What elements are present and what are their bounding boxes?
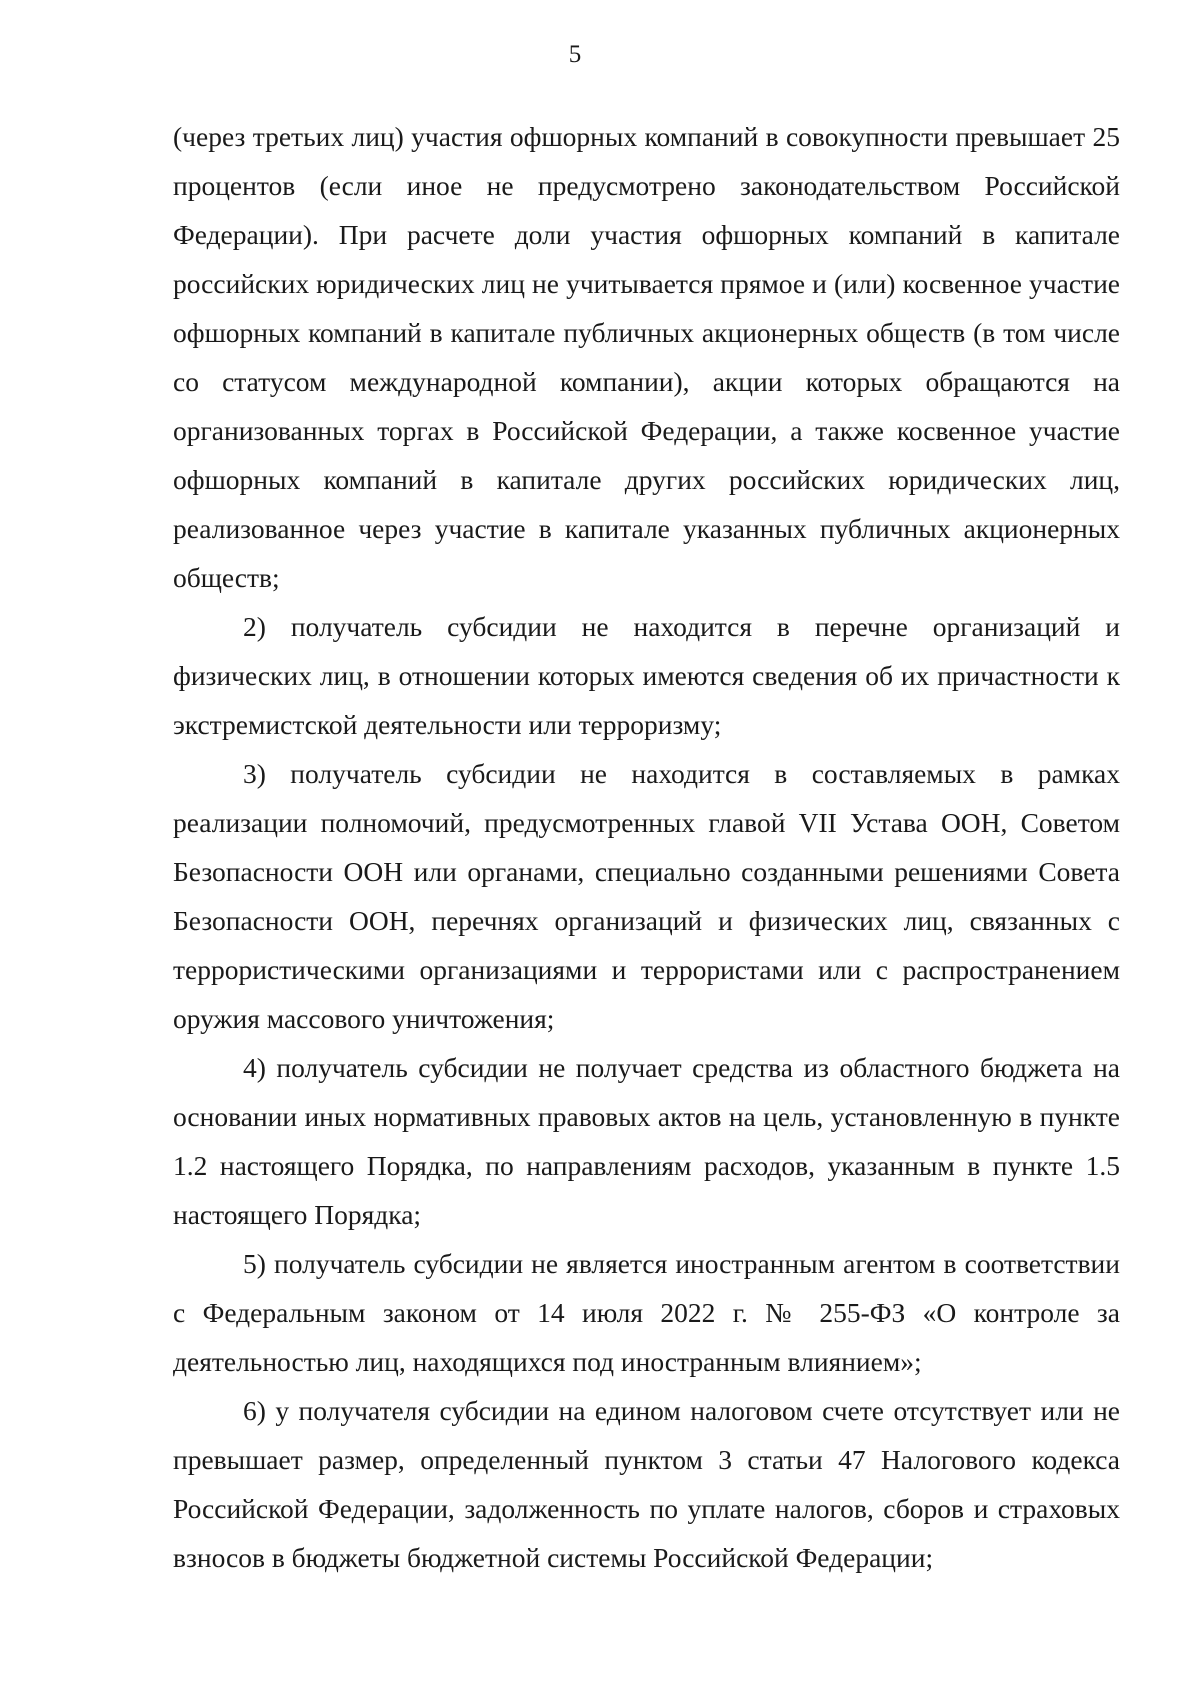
paragraph-item-6: 6) у получателя субсидии на едином налоговом счете отсутствует или не превышает размер, определенный пунктом 3 статьи 47 Налогового кодекса Российской Федерации, задолженность по уплате налогов, сборов и страховых взносов в бюджеты бюджетной системы Российской Федерации; (173, 1395, 1120, 1573)
page-number: 5 (568, 41, 582, 68)
paragraph-continuation: (через третьих лиц) участия офшорных компаний в совокупности превышает 25 процентов (если иное не предусмотрено законодательством Российской Федерации). При расчете доли участия офшорных компаний в капитале российских юридических лиц не учитывается прямое и (или) косвенное участие офшорных компаний в капитале публичных акционерных обществ (в том числе со статусом международной компании), акции которых обращаются на организованных торгах в Российской Федерации, а также косвенное участие офшорных компаний в капитале других российских юридических лиц, реализованное через участие в капитале указанных публичных акционерных обществ; (173, 121, 1120, 593)
document-body (173, 112, 1120, 1582)
paragraph-item-4: 4) получатель субсидии не получает средства из областного бюджета на основании иных нормативных правовых актов на цель, установленную в пункте 1.2 настоящего Порядка, по направлениям расходов, указанным в пункте 1.5 настоящего Порядка; (173, 1052, 1120, 1230)
paragraph-item-3: 3) получатель субсидии не находится в составляемых в рамках реализации полномочий, предусмотренных главой VII Устава ООН, Советом Безопасности ООН или органами, специально созданными решениями Совета Безопасности ООН, перечнях организаций и физических лиц, связанных с террористическими организациями и террористами или с распространением оружия массового уничтожения; (173, 758, 1120, 1034)
paragraph-item-5: 5) получатель субсидии не является иностранным агентом в соответствии с Федеральным законом от 14 июля 2022 г. № 255-ФЗ «О контроле за деятельностью лиц, находящихся под иностранным влиянием»; (173, 1248, 1120, 1377)
paragraph-item-2: 2) получатель субсидии не находится в перечне организаций и физических лиц, в отношении которых имеются сведения об их причастности к экстремистской деятельности или терроризму; (173, 611, 1120, 740)
